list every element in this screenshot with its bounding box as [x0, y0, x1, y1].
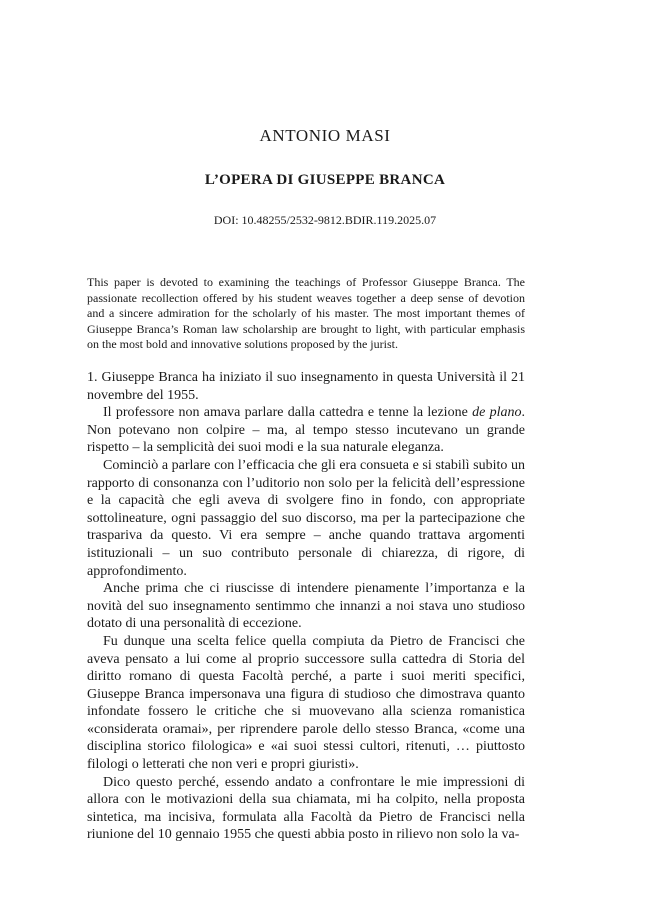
- paragraph-2-end: . Non potevano non colpire – ma, al tempo stesso incutevano un grande rispetto – la semplicità dei suoi modi e la sua naturale eleganza.: [87, 405, 525, 456]
- paragraph-2-start: Il professore non amava parlare dalla cattedra e tenne la lezione: [103, 405, 473, 421]
- paragraph-1: 1. Giuseppe Branca ha iniziato il suo insegnamento in questa Università il 21 novembre del 1955.: [87, 370, 525, 403]
- paragraph-6: Dico questo perché, essendo andato a confrontare le mie impressioni di allora con le motivazioni della sua chiamata, mi ha colpito, nella proposta sintetica, ma incisiva, formulata alla Facoltà da Pietro de Francisci nella riunione del 10 gennaio 1955 che questi abbia posto in rilievo non solo la va-: [87, 774, 525, 843]
- body-text: [87, 369, 525, 844]
- paragraph-5: Fu dunque una scelta felice quella compiuta da Pietro de Francisci che aveva pensato a lui come al proprio successore sulla cattedra di Storia del diritto romano di questa Facoltà perché, a parte i suoi meriti specifici, Giuseppe Branca impersonava una figura di studioso che dimostrava quanto infondate fossero le critiche che si muovevano alla scienza romanistica «considerata oramai», per riprendere parole dello stesso Branca, «come una disciplina storico filologica» e «ai suoi stessi cultori, ritenuti, … piuttosto filologi o letterati che non veri e propri giuristi».: [87, 633, 525, 773]
- paragraph-3: Cominciò a parlare con l’efficacia che gli era consueta e si stabilì subito un rapporto di consonanza con l’uditorio non solo per la felicità dell’espressione e la capacità che egli aveva di svolgere fino in fondo, con appropriate sottolineature, ogni passaggio del suo discorso, ma per la partecipazione che traspariva da questo. Vi era sempre – anche quando trattava argomenti istituzionali – un suo contributo personale di chiarezza, di rigore, di approfondimento.: [87, 457, 525, 579]
- paragraph-4: Anche prima che ci riuscisse di intendere pienamente l’importanza e la novità del suo insegnamento sentimmo che innanzi a noi stava uno studioso dotato di una personalità di eccezione.: [87, 581, 525, 632]
- author-name: ANTONIO MASI: [259, 126, 391, 145]
- article-title: L’OPERA DI GIUSEPPE BRANCA: [204, 172, 446, 188]
- italic-phrase: de plano: [472, 405, 522, 421]
- paragraph-2: [87, 404, 525, 457]
- abstract: This paper is devoted to examining the teachings of Professor Giuseppe Branca. The passionate recollection offered by his student weaves together a deep sense of devotion and a sincere admiration for the scholarly of his master. The most important themes of Giuseppe Branca’s Roman law scholarship are brought to light, with particular emphasis on the most bold and innovative solutions proposed by the jurist.: [87, 275, 525, 352]
- doi-line: DOI: 10.48255/2532-9812.BDIR.119.2025.07: [213, 213, 437, 227]
